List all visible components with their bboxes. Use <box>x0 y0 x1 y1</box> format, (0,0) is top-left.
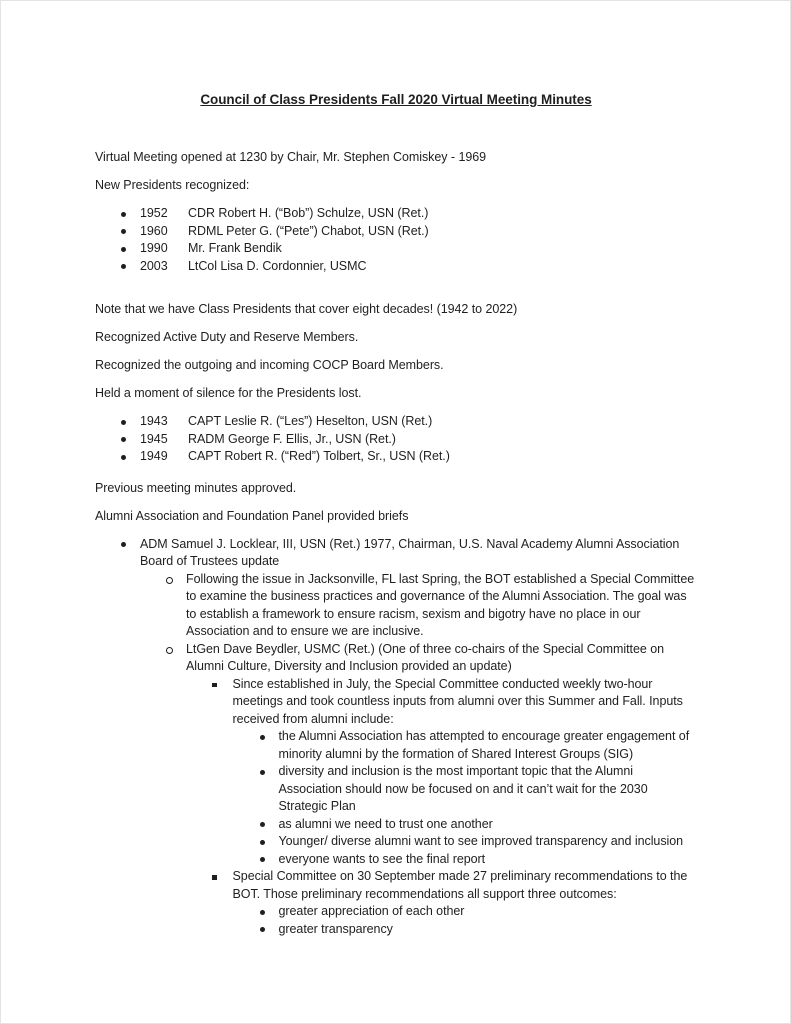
list-item <box>260 728 698 763</box>
president-name: CDR Robert H. (“Bob”) Schulze, USN (Ret.) <box>188 206 429 220</box>
list-item <box>121 240 697 258</box>
list-item <box>260 833 698 851</box>
list-item <box>260 763 698 816</box>
brief-locklear-text: ADM Samuel J. Locklear, III, USN (Ret.) 1977, Chairman, U.S. Naval Academy Alumni Association Board of Trustees update <box>140 536 680 568</box>
president-name: Mr. Frank Bendik <box>188 241 282 255</box>
document-content <box>1 1 790 1023</box>
list-item <box>121 258 697 276</box>
bullet-disc-icon <box>260 857 265 862</box>
brief-beydler-text: LtGen Dave Beydler, USMC (Ret.) (One of three co-chairs of the Special Committee on Alumni Culture, Diversity and Inclusion provided an update) <box>186 641 664 673</box>
paragraph-meeting-opened: Virtual Meeting opened at 1230 by Chair, Mr. Stephen Comiskey - 1969 <box>95 150 487 164</box>
outcome-text: greater appreciation of each other <box>278 904 465 918</box>
bullet-disc-icon <box>121 542 126 547</box>
bullet-circle-icon <box>166 647 173 654</box>
list-item <box>166 641 697 939</box>
alumni-input-text: the Alumni Association has attempted to encourage greater engagement of minority alumni by the formation of Shared Interest Groups (SIG) <box>278 729 690 761</box>
bullet-disc-icon <box>260 770 265 775</box>
list-item <box>121 536 697 939</box>
alumni-input-text: diversity and inclusion is the most important topic that the Alumni Association should now be focused on and it can’t wait for the 2030 Strategic Plan <box>278 764 648 813</box>
bullet-circle-icon <box>166 577 173 584</box>
paragraph-board-members: Recognized the outgoing and incoming COCP Board Members. <box>95 358 444 372</box>
list-item <box>260 851 698 869</box>
alumni-inputs-list <box>260 728 698 868</box>
bullet-disc-icon <box>121 420 126 425</box>
bullet-square-icon <box>212 875 217 880</box>
class-year: 1949 <box>140 449 168 463</box>
list-item <box>166 571 697 641</box>
list-item <box>121 431 697 449</box>
presidents-lost-list <box>121 413 697 466</box>
paragraph-active-duty: Recognized Active Duty and Reserve Members. <box>95 330 359 344</box>
list-item <box>212 676 697 869</box>
alumni-input-text: Younger/ diverse alumni want to see improved transparency and inclusion <box>278 834 684 848</box>
class-year: 1960 <box>140 223 168 238</box>
new-presidents-list <box>121 205 697 275</box>
class-year: 1943 <box>140 414 168 428</box>
president-name: RADM George F. Ellis, Jr., USN (Ret.) <box>188 431 396 446</box>
bullet-disc-icon <box>121 247 126 252</box>
brief-jacksonville-text: Following the issue in Jacksonville, FL last Spring, the BOT established a Special Committee to examine the business practices and governance of the Alumni Association. The goal was to establish a framework to ensure racism, sexism and bigotry have no place in our Association and to ensure we are inclusive. <box>186 571 695 638</box>
alumni-input-text: everyone wants to see the final report <box>278 851 486 866</box>
beydler-sublist <box>212 676 697 939</box>
bullet-disc-icon <box>260 840 265 845</box>
paragraph-minutes-approved: Previous meeting minutes approved. <box>95 480 297 495</box>
list-item <box>121 413 697 431</box>
locklear-sublist <box>166 571 697 939</box>
bullet-disc-icon <box>121 455 126 460</box>
briefs-list <box>121 536 697 939</box>
paragraph-moment-of-silence: Held a moment of silence for the Presidents lost. <box>95 386 362 400</box>
class-year: 1952 <box>140 206 168 220</box>
bullet-disc-icon <box>121 229 126 234</box>
list-item <box>260 921 698 939</box>
president-name: RDML Peter G. (“Pete”) Chabot, USN (Ret.) <box>188 223 429 238</box>
bullet-disc-icon <box>121 212 126 217</box>
class-year: 1945 <box>140 431 168 446</box>
class-year: 1990 <box>140 241 168 255</box>
list-item <box>260 816 698 834</box>
president-name: LtCol Lisa D. Cordonnier, USMC <box>188 258 367 273</box>
list-item <box>121 223 697 241</box>
outcomes-list <box>260 903 698 938</box>
paragraph-new-presidents-heading: New Presidents recognized: <box>95 178 250 192</box>
class-year: 2003 <box>140 258 168 273</box>
bullet-disc-icon <box>121 437 126 442</box>
bullet-square-icon <box>212 683 217 688</box>
bullet-disc-icon <box>260 735 265 740</box>
paragraph-panel-briefs: Alumni Association and Foundation Panel provided briefs <box>95 508 409 523</box>
committee-work-text: Since established in July, the Special Committee conducted weekly two-hour meetings and took countless inputs from alumni over this Summer and Fall. Inputs received from alumni include: <box>232 676 683 726</box>
president-name: CAPT Robert R. (“Red”) Tolbert, Sr., USN (Ret.) <box>188 449 450 463</box>
list-item <box>260 903 698 921</box>
bullet-disc-icon <box>260 822 265 827</box>
president-name: CAPT Leslie R. (“Les”) Heselton, USN (Ret.) <box>188 414 433 428</box>
document-title: Council of Class Presidents Fall 2020 Virtual Meeting Minutes <box>200 92 592 107</box>
alumni-input-text: as alumni we need to trust one another <box>278 816 493 831</box>
list-item <box>121 448 697 466</box>
list-item <box>212 868 697 938</box>
bullet-disc-icon <box>121 264 126 269</box>
recommendations-text: Special Committee on 30 September made 27 preliminary recommendations to the BOT. Those preliminary recommendations all support three outcomes: <box>232 869 688 901</box>
paragraph-decades-note: Note that we have Class Presidents that cover eight decades! (1942 to 2022) <box>95 302 518 316</box>
bullet-disc-icon <box>260 927 265 932</box>
bullet-disc-icon <box>260 910 265 915</box>
list-item <box>121 205 697 223</box>
outcome-text: greater transparency <box>278 921 393 936</box>
